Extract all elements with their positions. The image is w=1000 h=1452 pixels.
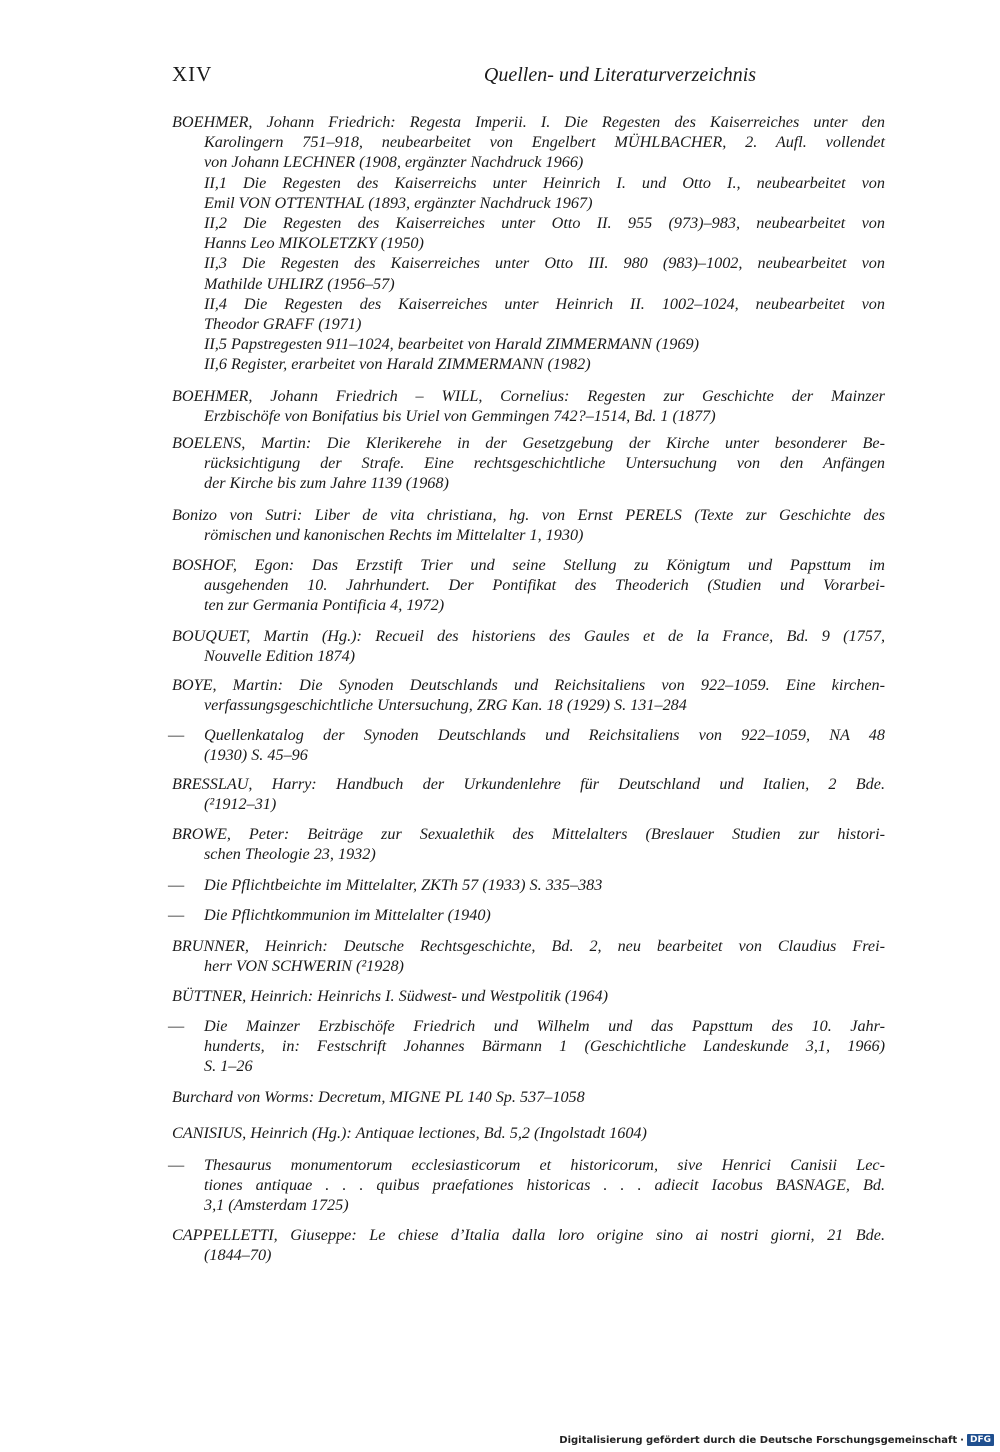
funding-notice-text: Digitalisierung gefördert durch die Deutsche Forschungsgemeinschaft — [559, 1434, 958, 1446]
entry-line: II,4 Die Regesten des Kaiserreiches unter Heinrich II. 1002–1024, neubearbeitet von — [204, 294, 885, 313]
funding-notice — [559, 1434, 994, 1446]
entry-line: (²1912–31) — [204, 795, 277, 814]
bibliography-entry — [172, 675, 885, 715]
ditto-dash: — — [168, 906, 185, 924]
ditto-dash: — — [168, 876, 185, 894]
entry-line: Theodor GRAFF (1971) — [204, 315, 362, 334]
entry-line: BOYE, Martin: Die Synoden Deutschlands und Reichsitaliens von 922–1059. Eine kirchen- — [172, 676, 885, 694]
entry-line: ausgehenden 10. Jahrhundert. Der Pontifikat des Theoderich (Studien und Vorarbei- — [204, 576, 885, 595]
entry-line: Quellenkatalog der Synoden Deutschlands und Reichsitaliens von 922–1059, NA 48 — [204, 726, 885, 744]
entry-line: Die Mainzer Erzbischöfe Friedrich und Wilhelm und das Papsttum des 10. Jahr- — [204, 1017, 885, 1035]
bibliography-entry — [168, 725, 885, 765]
entry-line: BOEHMER, Johann Friedrich – WILL, Cornelius: Regesten zur Geschichte der Mainzer — [172, 387, 885, 405]
entry-line: II,2 Die Regesten des Kaiserreiches unter Otto II. 955 (973)–983, neubearbeitet von — [204, 214, 885, 233]
entry-line: Hanns Leo MIKOLETZKY (1950) — [204, 234, 424, 253]
bibliography-entry — [172, 1123, 885, 1143]
bibliography-entry — [168, 875, 885, 895]
entry-line: Nouvelle Edition 1874) — [204, 647, 356, 666]
entry-line: BOUQUET, Martin (Hg.): Recueil des historiens des Gaules et de la France, Bd. 9 (1757, — [172, 627, 885, 645]
bibliography-entry — [172, 774, 885, 814]
entry-line: S. 1–26 — [204, 1057, 253, 1076]
ditto-dash: — — [168, 726, 185, 744]
bibliography-entry — [172, 824, 885, 864]
entry-line: herr VON SCHWERIN (²1928) — [204, 957, 404, 976]
entry-line: II,5 Papstregesten 911–1024, bearbeitet von Harald ZIMMERMANN (1969) — [204, 335, 699, 354]
entry-line: BOEHMER, Johann Friedrich: Regesta Imperii. I. Die Regesten des Kaiserreiches unter den — [172, 113, 885, 131]
bibliography-entry — [172, 555, 885, 616]
entry-line: Karolingern 751–918, neubearbeitet von Engelbert MÜHLBACHER, 2. Aufl. vollendet — [204, 133, 885, 152]
bibliography-entry — [172, 1087, 885, 1107]
bibliography-entry — [172, 936, 885, 976]
entry-line: (1844–70) — [204, 1246, 272, 1265]
entry-line: Die Pflichtbeichte im Mittelalter, ZKTh 57 (1933) S. 335–383 — [204, 876, 603, 894]
entry-line: römischen und kanonischen Rechts im Mittelalter 1, 1930) — [204, 526, 584, 545]
entry-line: BROWE, Peter: Beiträge zur Sexualethik des Mittelalters (Breslauer Studien zur histori- — [172, 825, 885, 843]
entry-line: verfassungsgeschichtliche Untersuchung, ZRG Kan. 18 (1929) S. 131–284 — [204, 696, 687, 715]
entry-line: BRUNNER, Heinrich: Deutsche Rechtsgeschichte, Bd. 2, neu bearbeitet von Claudius Frei- — [172, 937, 885, 955]
bibliography-entry — [168, 1016, 885, 1077]
bibliography-entry — [168, 1155, 885, 1216]
entry-line: CAPPELLETTI, Giuseppe: Le chiese d’Italia dalla loro origine sino ai nostri giorni, 21 Bde. — [172, 1226, 885, 1244]
entry-line: schen Theologie 23, 1932) — [204, 845, 376, 864]
entry-line: II,3 Die Regesten des Kaiserreiches unter Otto III. 980 (983)–1002, neubearbeitet von — [204, 254, 885, 273]
bibliography-entry — [172, 112, 885, 375]
entry-line: Erzbischöfe von Bonifatius bis Uriel von Gemmingen 742?–1514, Bd. 1 (1877) — [204, 407, 716, 426]
entry-line: Burchard von Worms: Decretum, MIGNE PL 140 Sp. 537–1058 — [172, 1088, 585, 1106]
entry-line: 3,1 (Amsterdam 1725) — [204, 1196, 349, 1215]
ditto-dash: — — [168, 1156, 185, 1174]
entry-line: hunderts, in: Festschrift Johannes Bärmann 1 (Geschichtliche Landeskunde 3,1, 1966) — [204, 1037, 885, 1056]
entry-line: der Kirche bis zum Jahre 1139 (1968) — [204, 474, 449, 493]
bibliography-entry — [172, 386, 885, 426]
entry-line: BOELENS, Martin: Die Klerikerehe in der Gesetzgebung der Kirche unter besonderer Be- — [172, 434, 885, 452]
bibliography-entry — [172, 626, 885, 666]
entry-line: BÜTTNER, Heinrich: Heinrichs I. Südwest- und Westpolitik (1964) — [172, 987, 608, 1005]
entry-line: (1930) S. 45–96 — [204, 746, 308, 765]
running-title: Quellen- und Literaturverzeichnis — [483, 64, 757, 86]
entry-line: BRESSLAU, Harry: Handbuch der Urkundenlehre für Deutschland und Italien, 2 Bde. — [172, 775, 885, 793]
entry-line: rücksichtigung der Strafe. Eine rechtsgeschichtliche Untersuchung von den Anfängen — [204, 454, 885, 473]
bibliography-entry — [172, 505, 885, 545]
entry-line: II,1 Die Regesten des Kaiserreichs unter Heinrich I. und Otto I., neubearbeitet von — [204, 173, 885, 192]
page-number: XIV — [172, 62, 213, 86]
entry-line: Thesaurus monumentorum ecclesiasticorum et historicorum, sive Henrici Canisii Lec- — [204, 1156, 885, 1174]
entry-line: von Johann LECHNER (1908, ergänzter Nachdruck 1966) — [204, 153, 584, 172]
dfg-logo: DFG — [967, 1434, 994, 1446]
entry-line: ten zur Germania Pontificia 4, 1972) — [204, 596, 445, 615]
funding-notice-bullet: · — [960, 1434, 964, 1446]
bibliography-entry — [168, 905, 885, 925]
entry-line: II,6 Register, erarbeitet von Harald ZIMMERMANN (1982) — [204, 355, 591, 374]
entry-line: Mathilde UHLIRZ (1956–57) — [204, 274, 395, 293]
entry-line: tiones antiquae . . . quibus praefationes historicas . . . adiecit Iacobus BASNAGE, Bd. — [204, 1176, 885, 1195]
entry-line: Emil VON OTTENTHAL (1893, ergänzter Nachdruck 1967) — [204, 193, 593, 212]
ditto-dash: — — [168, 1017, 185, 1035]
bibliography-entry — [172, 433, 885, 494]
entry-line: Die Pflichtkommunion im Mittelalter (1940) — [204, 906, 491, 924]
bibliography-entry — [172, 1225, 885, 1265]
entry-line: BOSHOF, Egon: Das Erzstift Trier und seine Stellung zu Königtum und Papsttum im — [172, 556, 885, 574]
entry-line: Bonizo von Sutri: Liber de vita christiana, hg. von Ernst PERELS (Texte zur Geschichte des — [172, 506, 885, 524]
bibliography-entry — [172, 986, 885, 1006]
entry-line: CANISIUS, Heinrich (Hg.): Antiquae lectiones, Bd. 5,2 (Ingolstadt 1604) — [172, 1124, 647, 1142]
